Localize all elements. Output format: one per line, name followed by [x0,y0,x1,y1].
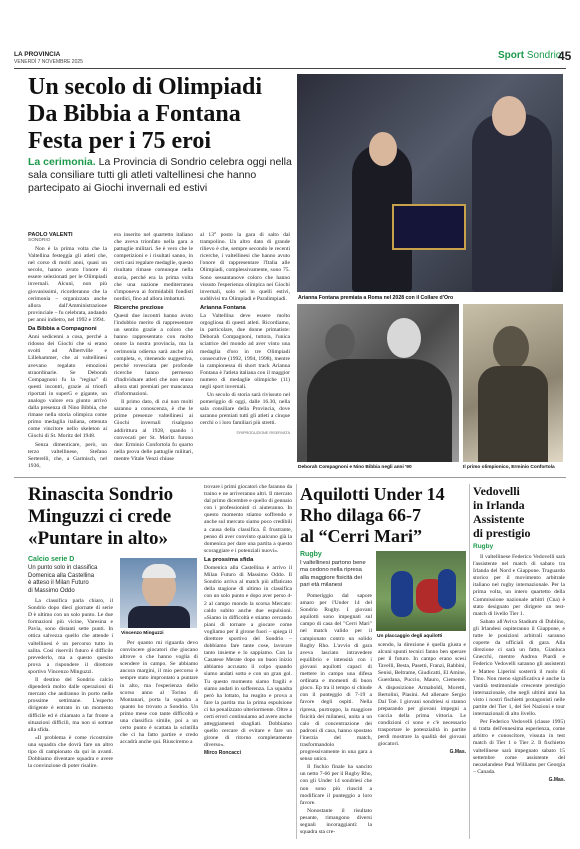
photo-rugby-tackle [376,551,466,631]
story2-col3-p1: trovare i primi giocatori che faranno da traino e ne arriveranno altri. Il mercato dal primo dicembre e quello di gennaio con i professionisti ci aiuteranno. In questo momento stiamo soffrendo e anche sul mercato siamo poco credibili a causa della classifica. È frustrante, penso di aver convinto qualcuno già la domenica per dare una partita a questo scoraggiare e i potenziali nuovi». [204,484,292,554]
photo-minguzzi-body [128,606,190,628]
story3-col1-p2: Il fischio finale ha sancito un netto 7-66 per il Rugby Rho, con gli Under 14 sondriesi che non sono più riusciti a modificare il punteggio a loro favore. [300,764,372,806]
main-column-3 [200,232,290,437]
story4-headline [473,484,565,540]
story4-p2: Sabato all'Aviva Stadium di Dublino, gli Irlandesi ospiteranno il Giappone, e tutte le posizioni arbitrali saranno coperte da ufficiali di gara. Alla direzione ci sarà un fatto, Gianluca Gnecchi, mentre Andrea Piardi e Federico Vedovelli saranno gli assistenti e Matteo Liperini sosterrà il ruolo di Tmo. Non meno significativa è anche la vastità testimoniale crescente prestigio internazionale, che negli ultimi anni ha visto i nostri fischietti protagonisti nelle partite del Tier 1, del Sei Nazioni e tour internazionali di alto livello. [473,618,565,718]
main-headline-line-2: Da Bibbia a Fontana [28,101,241,127]
photo-face-woman [369,132,397,166]
story2-kicker: Calcio serie D [28,556,75,563]
main-col1-p3: Senza dimenticare, però, un terzo valtellinese, Stefano Serterelli, che, a Garmisch, nel 1936, [28,441,107,469]
main-col3-p3: Un secolo di storia sarà rivissuto nel pomeriggio di oggi, dalle 16.30, nella sala consiliare della Provincia, dove saranno premiati tutti gli atleti a cinque cerchi o i loro familiari più stretti. [200,392,290,427]
story3-col2-p1: scendo, la direzione è quella giusta e alcuni spunti tecnici fanno ben sperare per il futuro. In campo erano scesi Tavelli, Besta, Pasetti, Franzi, Rabbini, Senisi, Beltrame, Giudicatti, El Amine, Guerdana, Puccio, Mauro, Ciemente. A disposizione Armaboldi, Moretti, Bertolini, Piasini. Ad allenare Sergio Dal Toè. I giovani sondriesi si stanno preparando per giovani impegni a caccia della prima vittoria. Le condizioni ci sono e c'è necessario trasportare le potenzialità in partite perdi mostrare la qualità dei giovani giocatori. [378,642,466,748]
story2-col1-p3: «Il problema è come ricostruire una squadra che dovrà fare un altro tipo di campionato da qui in avanti. Dobbiamo diventare squadra e avere la convinzione di poter risalire. [28,734,113,770]
main-headline-line-1: Un secolo di Olimpiadi [28,74,263,100]
main-column-1 [28,246,107,471]
photo-minguzzi [120,558,197,628]
story3-column-1 [300,593,372,837]
caption-compagnoni: Deborah Compagnoni e Nino Bibbia negli anni '90 [298,465,412,470]
story2-col3-p2: Domenica alla Castellina è arrivo il Milan Futuro di Massimo Oddo. Il Sondrio arriva al match più affaticato della stagione di ultimo in classifica con un solo punto e dopo aver perso 4-2 al campo mondo la scorsa Mercato: caldo subito anche due espulsioni. «Siamo in difficoltà e stiamo cercando piani di tornare a giocare come vogliamo per il girone fuori – spiega il direttore sportivo del Sondrio – dobbiamo fare tante cose, lavorare tanto insieme e lo sappiamo. Con la Casatese Merate dopo un buon inizio abbiamo accusato il colpo quando siamo andati sotto e con un gran gol. Tu questo momento siamo fragili e siamo andati in sofferenza. La squadra però ha lottato, ha reagito e prova a fare la partita ma la prima espulsione ci ha penalizzato ulteriormente. Oltre a certi errori continuiamo ad avere anche atteggiamenti sbagliati. Dobbiamo quello cercare di evitare e fare un girone di ritorno completamente diverso». [204,565,292,749]
main-col1-p2: Anni sedicenni a cosa, perché a ridosso dei Giochi che si erano svolti ad Albertville e Lillehammer, che ai valtellinesi avevano regalato emozioni straordinarie. Se Deborah Compagnoni fu la "regina" di questi incontri, grazie ai trionfi riportati in superG e gigante, un analogo valore era giunto arrivò dalla presenza di Nino Bibbia, che rimase nella storia olimpica come primo medaglia italiana, ottenuta come vincitore nello skeleton ai Giochi di St. Moritz del 1948. [28,334,107,440]
story2-column-3 [204,484,292,758]
story3-headline [300,484,470,547]
photo-confortola-head [493,326,529,370]
story4-headline-line-2: in Irlanda [473,498,525,512]
photo-bodies [307,359,452,462]
story4-headline-line-1: Vedovelli [473,484,520,498]
main-col2-p2: Questi due incontri hanno avuto l'indubbio merito di rappresentare un sentito grazie a coloro che hanno rappresentato con molto onore la nostra provincia, ma la cerimonia odierna sarà anche più completa, e, ritenendo suggestiva, perché rovesciata per profonde ricerche hanno permesso d'individuare atleti che non erano allora stati premiati per mancanza d'informazioni. [114,313,193,398]
story2-col1-p1: La classifica parla chiaro, il Sondrio dopo dieci giornate di serie D è ultimo con un solo punto. Le due formazioni più vicine, Varesina e Pavia, sono distanti sette punti. In ottica salvezza quello che attende i valtellinesi è un percorso tutto in salita. Così riservili futuro è difficile prevederlo, ma a questo quesito prova a rispondere il direttore sportivo Vincenzo Minguzzi. [28,598,113,675]
story3-kicker: Rugby [300,551,322,558]
masthead-date: VENERDÌ 7 NOVEMBRE 2025 [14,59,83,65]
section-divider [14,477,566,478]
story3-headline-line-3: al “Cerri Mari” [300,526,422,546]
main-col1-p1: Non è la prima volta che la Valtellina festeggia gli atleti che, nel corso di molti anni, quasi un secolo, hanno avuto l'onore di essere selezionati per le Olimpiadi invernali. Alcuni, non più giovanissimi, ricorderanno che la cerimonia – organizzata anche allora dall'Amministrazione provinciale – fu celebrata, andando per anni indietro, nel 1992 e 1994. [28,246,107,323]
story2-deck: Un punto solo in classifica Domenica alla Castellina è atteso il Milan Futuro di Massimo Oddo [28,565,98,594]
caption-minguzzi: Vincenzo Minguzzi [121,631,164,636]
photo-face-man [492,96,526,136]
photo-figure-left [325,324,355,360]
story2-col3-subhead: La prossima sfida [204,556,254,563]
story2-headline-line-1: Rinascita Sondrio [28,484,174,505]
masthead-rule [14,68,566,69]
story4-headline-line-3: Assistente [473,512,525,526]
section-sport: Sport [498,50,525,61]
section-sondrio: Sondrio [526,50,562,61]
main-deck-text: La Provincia di Sondrio celebra oggi nella sala consiliare tutti gli atleti valtellinesi che hanno partecipato ai Giochi invernali ed estivi [28,156,292,194]
story2-col1-p2: Il destino del Sondrio calcio dipenderà molto dalle operazioni di mercato che andranno in porto nelle prossime settimane. L'esperto dirigente è entrato in un momento difficile ed è chiamato a far fronte a situazioni difficili, ma non si sottrae alla sfida. [28,677,113,733]
story4-author: G.Mas. [548,776,565,783]
story3-column-2 [378,642,466,757]
main-author: PAOLO VALENTI [28,232,73,238]
photo-confortola-body [478,366,548,462]
story4-kicker: Rugby [473,543,494,550]
photo-confortola [463,304,563,462]
photo-player-1 [391,571,413,617]
story4-p1: Il valtellinese Federico Vedovelli sarà l'assistente nel match di sabato tra Irlanda del Nord e Giappone. Traguardo storico per il movimento arbitrale italiano nel rugby internazionale. Per la prima volta, un intero quartetto della Commissione nazionale arbitri (Cna) è stato designato per dirigere un test-match di livello Tier 1. [473,554,565,617]
main-col2-subhead: Ricerche preziose [114,304,164,311]
divider-s2-s3 [296,484,297,839]
photo-figure-man [472,114,552,292]
main-headline-line-3: Festa per i 75 eroi [28,128,212,154]
main-col2-p3: Il primo dato, di cui non molti saranno a conoscenza, è che le prime presenze valtellinesi ai Giochi invernali risalgono addirittura al 1928, quando i convocati per St. Moritz furono due: Erminio Confortola fu quarto nella prova delle pattuglie militari, mentre Vitale Venzi chiuse [114,399,193,462]
caption-rugby: Un placcaggio degli aquilotti [377,634,443,639]
main-credit: ©RIPRODUZIONE RISERVATA [236,430,290,435]
story3-headline-line-1: Aquilotti Under 14 [300,484,445,504]
page-number: 45 [558,49,572,63]
story4-headline-line-4: di prestigio [473,526,531,540]
main-byline [28,232,73,243]
story3-deck: I valtellinesi partono bene ma cedono nella ripresa alla maggiore fisicità dei pari età milanesi [300,560,366,588]
photo-compagnoni-bibbia [297,304,459,462]
caption-fontana: Arianna Fontana premiata a Roma nel 2028 con il Collare d'Oro [298,295,454,301]
story3-col1-p1: Pomeriggio dal sapore amaro per l'Under 14 del Sondrio Rugby. I giovani aquilotti sono impegnati sul campo di casa del "Cerri Mari" nel match valido per il campionato contro un solido Rugby Rho. L'avvio di gara aveva lasciato intravedere equilibrio e intensità con i giovani aquilotti capaci di mettere in campo una difesa ordinata e momenti di buon gioco. Ep tra il tempo si chiude con il punteggio di 7-19 a favore degli ospiti. Nella ripresa, purtroppo, la maggiore fisicità dei milanesi, unita a un calo di concentrazione dei padroni di casa, hanno spostato l'inerzia del match, trasformandolo progressivamente in una gara a senso unico. [300,593,372,763]
story4-body [473,554,565,784]
masthead-paper: LA PROVINCIA [14,51,61,58]
main-deck [28,156,292,195]
story2-headline-line-2: Minguzzi ci crede [28,506,172,527]
story2-author: Mirco Roncacci [204,750,241,757]
photo-figure-right [387,318,421,358]
photo-player-3 [438,569,456,609]
main-headline [28,74,293,155]
photo-fontana-ceremony [297,74,563,292]
main-col3-p2: La Valtellina deve essere molto orgogliosa di questi atleti. Ricordiamo, in particolare, due donne primatiste: Deborah Compagnoni, tuttora, l'unica sciatrice del mondo ad aver vinto una medaglia d'oro in tre Olimpiadi consecutive (1992, 1994, 1998), mentre la campionessa di short track Arianna Fontana è l'atleta italiana con il maggior numero di medaglie olimpiche (11) negli sport invernali. [200,313,290,390]
main-col3-p1: al 13° posto la gara di salto dal trampolino. Un altro dato di grande rilievo è che, sempre secondo le recenti ricerche, i valtellinesi che hanno avuto l'onore di rappresentare l'Italia alle Olimpiadi, complessivamente, sono 75. Sono sessantanove coloro che hanno vissuto l'esperienza olimpica nei Giochi invernali, solo sei in quelli estivi, suddivisi tra Olimpiadi e Paralimpiadi. [200,232,290,302]
story3-author: G.Mas. [449,749,466,756]
story2-col2-p1: Per quanto mi riguarda devo convincere giocatori che giocano altrove o che hanno voglia di scendere in campo. Se abbiamo ancora margini, il mio percorso è sempre stato improntato a puntare in alto, ma l'esperienza dello scorso anno al Torino di Montanari, porta la squadra a quanto ho trovato a Sondrio. Un primo mese con tante difficoltà e una classifica simile, poi a un certo punto è scattata la scintilla che ci ha fatto partire e credo accadrà anche qui. Riusciremo a [120,640,198,746]
story2-column-1 [28,598,113,771]
main-col1-subhead: Da Bibbia a Compagnoni [28,326,97,333]
story3-col1-p3: Nonostante il risultato pesante, rimangono diversi segnali incoraggianti: la squadra sta cre- [300,807,372,836]
main-kicker: La cerimonia. [28,156,96,168]
caption-confortola: Il primo olimpionico, Erminio Confortola [463,465,555,470]
divider-s3-s4 [469,484,470,839]
main-column-2 [114,232,193,464]
story4-p3: Per Federico Vedovelli (classe 1995) si tratta dell'ennesima esperienza, come arbitro e conoscitore, vissuta in test match di Tier 1 o Tier 2. Il fischietto valtellinese sarà impegnato sabato 15 settembre come assistente del neozelandese Paul Williams per Georgia – Canada. [473,719,565,775]
story2-headline-line-3: «Puntare in alto» [28,528,169,549]
section-label [498,50,561,61]
main-col3-subhead: Arianna Fontana [200,304,246,311]
story2-column-2 [120,640,198,747]
story3-headline-line-2: Rho dilaga 66-7 [300,505,422,525]
photo-minguzzi-hair [142,564,176,578]
main-col2-p1: era inserito nel quartetto italiano che aveva trionfato nella gara a pattuglie militari. Se è vero che le competizioni e i risultati sanno, in certi casi regalare medaglie, questo risultato rimase comunque nella storia, perché era la prima volta che una nazione mediterranea s'imponeva ai formidabili fondisti nordici, fino ad allora imbattuti. [114,232,193,302]
photo-collar-box [392,204,466,250]
main-place: SONDRIO [28,238,51,243]
